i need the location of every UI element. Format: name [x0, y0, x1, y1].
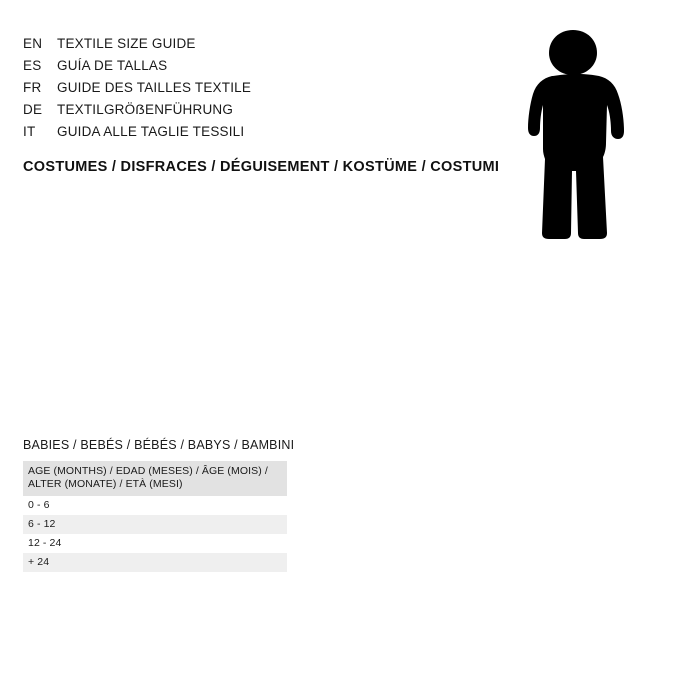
- language-row-es: [23, 55, 251, 77]
- table-row: [23, 534, 287, 553]
- language-title-de: TEXTILGRÖẞENFÜHRUNG: [57, 102, 234, 117]
- category-heading: COSTUMES / DISFRACES / DÉGUISEMENT / KOSTÜME / COSTUMI: [23, 159, 500, 175]
- language-title-fr: GUIDE DES TAILLES TEXTILE: [57, 80, 252, 95]
- language-title-en: TEXTILE SIZE GUIDE: [57, 36, 196, 51]
- size-table-section: [23, 438, 295, 572]
- language-code-it: IT: [23, 124, 36, 139]
- language-row-fr: [23, 77, 251, 99]
- table-row: [23, 553, 287, 572]
- language-code-fr: FR: [23, 80, 42, 95]
- table-cell-age: 0 - 6: [23, 496, 287, 515]
- language-list: [23, 33, 251, 143]
- language-row-en: [23, 33, 251, 55]
- language-code-en: EN: [23, 36, 43, 51]
- table-cell-age: 6 - 12: [23, 515, 287, 534]
- language-row-de: [23, 99, 251, 121]
- language-code-de: DE: [23, 102, 43, 117]
- table-row: [23, 496, 287, 515]
- language-title-es: GUÍA DE TALLAS: [57, 58, 168, 73]
- size-table: [23, 461, 287, 572]
- language-title-it: GUIDA ALLE TAGLIE TESSILI: [57, 124, 245, 139]
- size-table-title: BABIES / BEBÉS / BÉBÉS / BABYS / BAMBINI: [23, 438, 295, 452]
- table-header-age: AGE (MONTHS) / EDAD (MESES) / ÂGE (MOIS) / ALTER (MONATE) / ETÀ (MESI): [23, 461, 287, 496]
- table-row: [23, 515, 287, 534]
- table-cell-age: 12 - 24: [23, 534, 287, 553]
- table-header-row: [23, 461, 287, 496]
- language-row-it: [23, 121, 251, 143]
- language-code-es: ES: [23, 58, 42, 73]
- table-cell-age: + 24: [23, 553, 287, 572]
- toddler-silhouette-icon: [505, 28, 635, 253]
